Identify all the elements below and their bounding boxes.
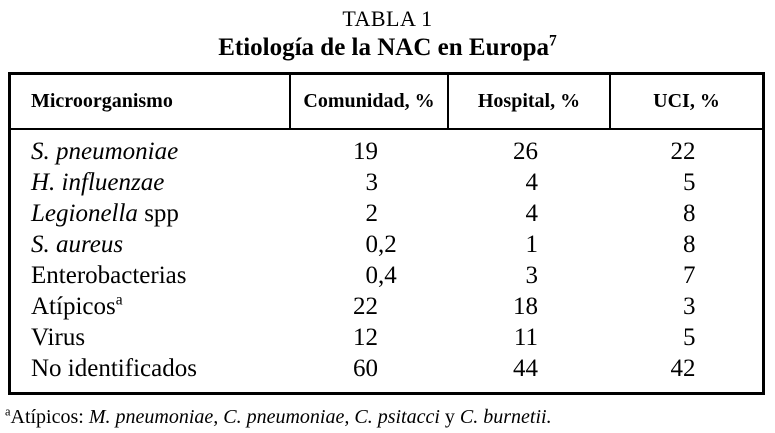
column-header-comunidad: Comunidad, % bbox=[289, 75, 447, 128]
percentage-value-cell: 4 bbox=[525, 169, 538, 196]
percentage-value-cell: 0 ,4 bbox=[365, 262, 397, 289]
percentage-value-cell: 5 bbox=[683, 324, 696, 351]
table-row bbox=[11, 260, 762, 291]
microorganism-name: No identificados bbox=[31, 355, 197, 382]
table-body bbox=[11, 130, 762, 392]
percentage-value-cell: 60 bbox=[353, 355, 378, 382]
table-row bbox=[11, 198, 762, 229]
footnote-species-2: C. burnetii. bbox=[459, 406, 552, 428]
percentage-value-cell: 22 bbox=[353, 293, 378, 320]
etiology-table bbox=[8, 72, 765, 395]
percentage-value-cell: 44 bbox=[513, 355, 538, 382]
percentage-value-cell: 12 bbox=[353, 324, 378, 351]
percentage-value-cell: 1 bbox=[525, 231, 538, 258]
table-main-title-text: Etiología de la NAC en Europa bbox=[218, 34, 550, 61]
footnote-superscript: a bbox=[5, 404, 11, 419]
microorganism-name: H. influenzae bbox=[31, 169, 165, 196]
column-header-hospital: Hospital, % bbox=[447, 75, 609, 128]
table-row bbox=[11, 353, 762, 384]
microorganism-name: Legionella spp bbox=[31, 200, 179, 227]
table-number-title: TABLA 1 bbox=[342, 6, 433, 31]
table-row bbox=[11, 229, 762, 260]
footnote-species-1: M. pneumoniae, C. pneumoniae, C. psitacci bbox=[88, 406, 440, 428]
percentage-value-cell: 19 bbox=[353, 138, 378, 165]
table-row bbox=[11, 136, 762, 167]
table-row bbox=[11, 167, 762, 198]
footnote bbox=[5, 406, 775, 429]
percentage-value-cell: 8 bbox=[683, 200, 696, 227]
column-header-microorganismo: Microorganismo bbox=[31, 90, 173, 112]
percentage-value-cell: 42 bbox=[670, 355, 696, 382]
microorganism-name: Enterobacterias bbox=[31, 262, 187, 289]
microorganism-name: Atípicos$^a$ bbox=[31, 291, 123, 320]
percentage-value-cell: 4 bbox=[525, 200, 538, 227]
percentage-value-cell: 5 bbox=[683, 169, 696, 196]
percentage-value-cell: 8 bbox=[683, 231, 696, 258]
percentage-value-cell: 18 bbox=[513, 293, 538, 320]
table-row bbox=[11, 291, 762, 322]
percentage-value-cell: 2 bbox=[365, 200, 378, 227]
percentage-value-cell: 3 bbox=[525, 262, 538, 289]
percentage-value-cell: 11 bbox=[513, 324, 538, 351]
percentage-value-cell: 26 bbox=[513, 138, 538, 165]
microorganism-name: S. aureus bbox=[31, 231, 124, 258]
footnote-connector: y bbox=[439, 406, 460, 428]
table-title-block bbox=[0, 0, 775, 62]
microorganism-name: S. pneumoniae bbox=[31, 138, 179, 165]
percentage-value-cell: 3 bbox=[683, 293, 696, 320]
percentage-value-cell: 3 bbox=[365, 169, 378, 196]
percentage-value-cell: 7 bbox=[683, 262, 696, 289]
table-header-row bbox=[11, 75, 762, 130]
percentage-value-cell: 22 bbox=[670, 138, 696, 165]
column-header-uci: UCI, % bbox=[609, 75, 762, 128]
table-main-title bbox=[0, 34, 775, 62]
reference-superscript: 7 bbox=[549, 32, 557, 50]
footnote-prefix: Atípicos: bbox=[10, 406, 89, 428]
microorganism-name: Virus bbox=[31, 324, 86, 351]
table-row bbox=[11, 322, 762, 353]
percentage-value-cell: 0 ,2 bbox=[365, 231, 397, 258]
